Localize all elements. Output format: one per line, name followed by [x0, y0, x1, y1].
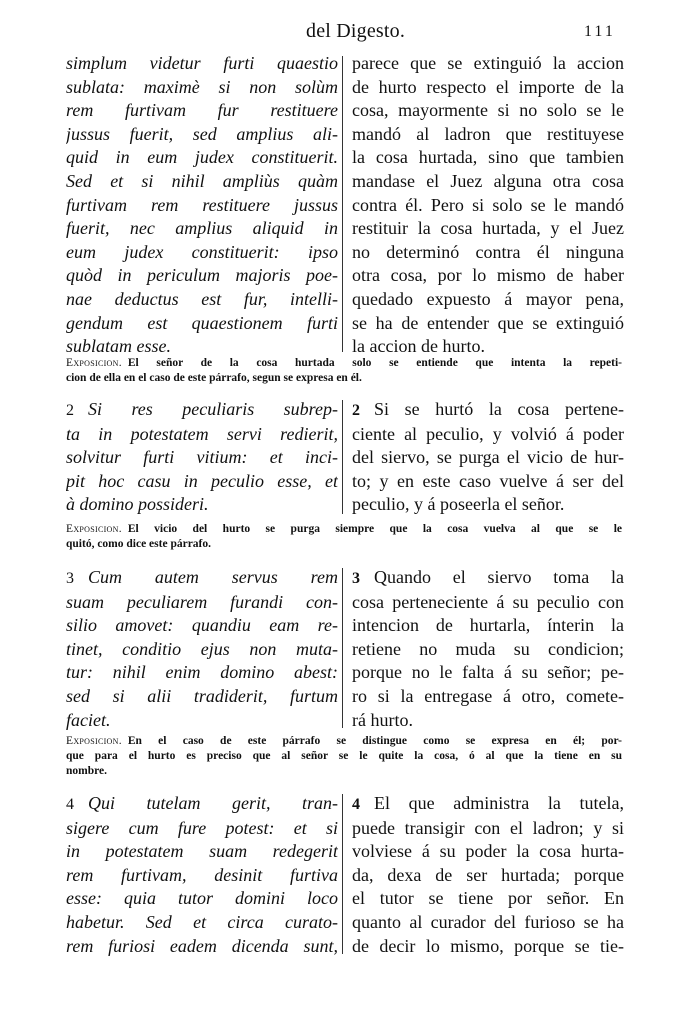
exposicion-text: que para el hurto es preciso que al señor se le quite la cosa, ó al que la tiene en su	[66, 750, 622, 762]
latin-line: silio amovet: quandiu eam re-	[66, 615, 338, 636]
exposicion-text: cion de ella en el caso de este párrafo, segun se expresa en él.	[66, 372, 362, 384]
spanish-line: ro si la entregase á otro, comete-	[352, 685, 624, 706]
latin-line: sigere cum fure potest: et si	[66, 817, 338, 838]
exposicion-label: Exposicion.	[66, 735, 122, 747]
spanish-line: porque no le falta á su señor; pe-	[352, 662, 624, 683]
exposicion-label: Exposicion.	[66, 357, 122, 369]
latin-line: sed si alii tradiderit, furtum	[66, 685, 338, 706]
spanish-line: quanto al curador del furioso se ha	[352, 911, 624, 932]
latin-line: habetur. Sed et circa curato-	[66, 911, 338, 932]
latin-line: simplum videtur furti quaestio	[66, 53, 338, 73]
spanish-line: mandó al ladron que restituyese	[352, 123, 624, 144]
paragraph-number: 4	[66, 796, 74, 813]
spanish-line: intencion de hurtarla, ínterin la	[352, 615, 624, 636]
latin-line: tur: nihil enim domino abest:	[66, 662, 338, 683]
latin-line: rem furtivam fur restituere	[66, 100, 338, 121]
latin-column	[66, 398, 338, 517]
paragraph-number: 3	[66, 570, 74, 587]
spanish-line: retiene no muda su condicion;	[352, 638, 624, 659]
latin-line: gendum est quaestionem furti	[66, 312, 338, 333]
spanish-line: to; y en este caso vuelve á ser del	[352, 470, 624, 491]
paragraph-number: 2	[352, 402, 360, 419]
spanish-line: puede transigir con el ladron; y si	[352, 817, 624, 838]
spanish-line: Quando el siervo toma la	[374, 567, 624, 587]
running-header	[0, 18, 682, 48]
spanish-column	[352, 792, 624, 958]
column-divider	[342, 56, 343, 352]
column-divider	[342, 400, 343, 514]
spanish-line: de decir lo mismo, porque se tie-	[352, 935, 624, 956]
latin-line: jussus fuerit, sed amplius ali-	[66, 123, 338, 144]
spanish-line: la cosa hurtada, sino que tambien	[352, 147, 624, 168]
spanish-line: la accion de hurto.	[352, 336, 485, 357]
spanish-line: rá hurto.	[352, 709, 413, 730]
latin-line: tinet, conditio ejus non muta-	[66, 638, 338, 659]
spanish-line: da, dexa de ser hurtada; porque	[352, 864, 624, 885]
paragraph-number: 4	[352, 796, 360, 813]
paragraph-number: 3	[352, 570, 360, 587]
spanish-line: restituir la cosa hurtada, y el Juez	[352, 218, 624, 239]
spanish-line: no determinó contra él ninguna	[352, 241, 624, 262]
latin-line: faciet.	[66, 709, 111, 730]
latin-line: Cum autem servus rem	[88, 567, 338, 587]
latin-line: nae deductus est fur, intelli-	[66, 288, 338, 309]
spanish-line: cosa perteneciente á su peculio con	[352, 591, 624, 612]
paragraph-number: 2	[66, 402, 74, 419]
spanish-column	[352, 398, 624, 517]
spanish-line: se ha de entender que se extinguió	[352, 312, 624, 333]
latin-line: esse: quia tutor domini loco	[66, 888, 338, 909]
spanish-line: ciente al peculio, y volvió á poder	[352, 423, 624, 444]
column-divider	[342, 568, 343, 728]
column-divider	[342, 794, 343, 954]
running-title: del Digesto.	[306, 20, 406, 42]
latin-line: rem furtivam, desinit furtiva	[66, 864, 338, 885]
spanish-line: otra cosa, por lo mismo de haber	[352, 265, 624, 286]
latin-line: fuerit, nec amplius aliquid in	[66, 218, 338, 239]
spanish-line: de hurto respecto el importe de la	[352, 76, 624, 97]
latin-line: eum judex constituerit: ipso	[66, 241, 338, 262]
exposicion-text: El vicio del hurto se purga siempre que la cosa vuelva al que se le	[127, 523, 622, 535]
latin-line: suam peculiarem furandi con-	[66, 591, 338, 612]
spanish-line: parece que se extinguió la accion	[352, 53, 624, 73]
latin-column	[66, 566, 338, 732]
exposicion-text: En el caso de este párrafo se distingue como se expresa en él; por-	[127, 735, 622, 747]
latin-line: furtivam rem restituere jussus	[66, 194, 338, 215]
spanish-line: el tutor se tiene por señor. En	[352, 888, 624, 909]
spanish-line: volviese á su poder la cosa hurta-	[352, 841, 624, 862]
latin-line: sublata: maximè si non solùm	[66, 76, 338, 97]
latin-line: quid in eum judex constituerit.	[66, 147, 338, 168]
spanish-line: El que administra la tutela,	[374, 793, 624, 813]
spanish-line: quedado expuesto á mayor pena,	[352, 288, 624, 309]
latin-column	[66, 52, 338, 359]
latin-line: pit hoc casu in peculio esse, et	[66, 470, 338, 491]
exposicion-label: Exposicion.	[66, 523, 122, 535]
latin-line: Qui tutelam gerit, tran-	[88, 793, 338, 813]
spanish-line: mandase el Juez alguna otra cosa	[352, 170, 624, 191]
latin-line: ta in potestatem servi redierit,	[66, 423, 338, 444]
spanish-line: peculio, y á poseerla el señor.	[352, 494, 565, 515]
exposicion-note	[66, 734, 622, 779]
spanish-line: Si se hurtó la cosa pertene-	[374, 399, 624, 419]
page-number: 111	[584, 23, 616, 40]
latin-line: quòd in periculum majoris poe-	[66, 265, 338, 286]
exposicion-text: El señor de la cosa hurtada solo se entiende que intenta la repeti-	[127, 357, 622, 369]
spanish-line: cosa, mayormente si no solo se le	[352, 100, 624, 121]
exposicion-text: quitó, como dice este párrafo.	[66, 538, 211, 550]
latin-line: sublatam esse.	[66, 336, 171, 357]
latin-line: solvitur furti vitium: et inci-	[66, 447, 338, 468]
exposicion-note	[66, 522, 622, 552]
exposicion-note	[66, 356, 622, 386]
spanish-column	[352, 52, 624, 359]
latin-line: Si res peculiaris subrep-	[88, 399, 338, 419]
latin-line: rem furiosi eadem dicenda sunt,	[66, 935, 338, 956]
latin-column	[66, 792, 338, 958]
spanish-column	[352, 566, 624, 732]
latin-line: à domino possideri.	[66, 494, 209, 515]
latin-line: Sed et si nihil ampliùs quàm	[66, 170, 338, 191]
spanish-line: del siervo, se purga el vicio de hur-	[352, 447, 624, 468]
exposicion-text: nombre.	[66, 765, 107, 777]
latin-line: in potestatem suam redegerit	[66, 841, 338, 862]
spanish-line: contra él. Pero si solo se le mandó	[352, 194, 624, 215]
